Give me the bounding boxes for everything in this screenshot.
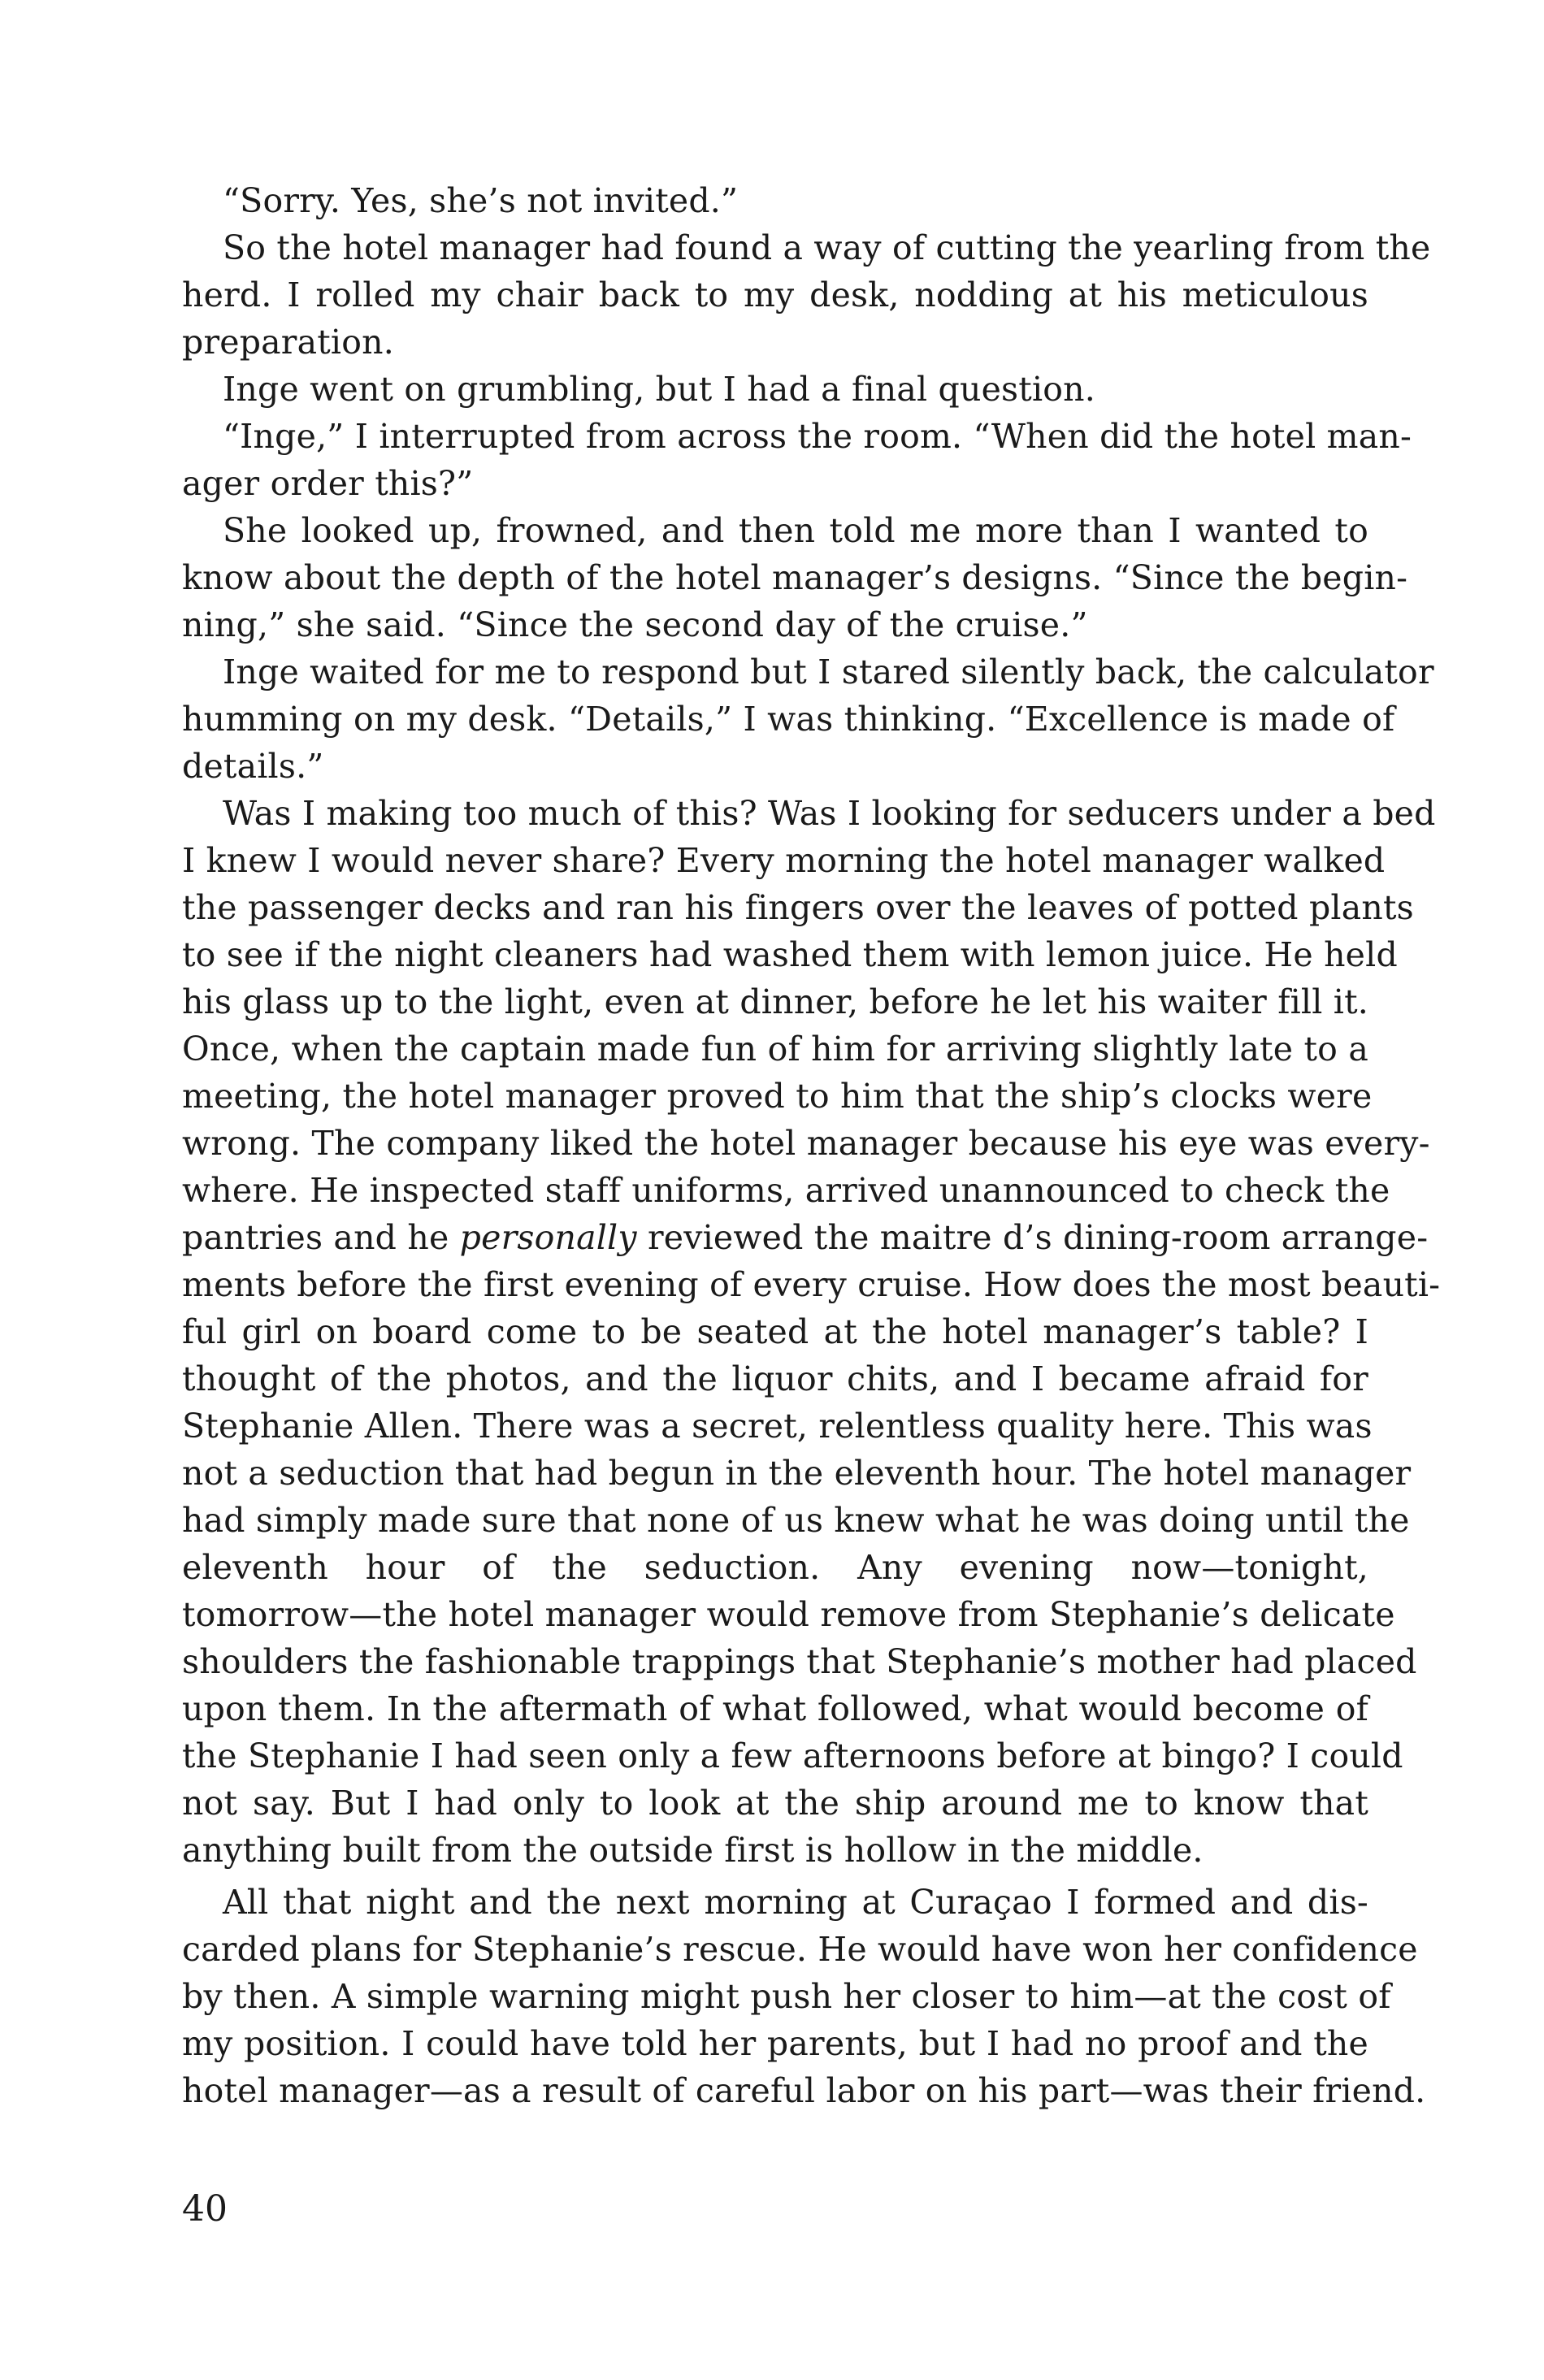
text-line: eleventh hour of the seduction. Any evening now—tonight,	[182, 1548, 1368, 1587]
text-line: carded plans for Stephanie’s rescue. He would have won her confidence	[182, 1930, 1418, 1969]
text-line: my position. I could have told her parents, but I had no proof and the	[182, 2024, 1368, 2063]
text-line: not say. But I had only to look at the ship around me to know that	[182, 1784, 1368, 1823]
text-line: anything built from the outside first is hollow in the middle.	[182, 1831, 1204, 1870]
text-line: humming on my desk. “Details,” I was thinking. “Excellence is made of	[182, 700, 1395, 739]
text-line: Stephanie Allen. There was a secret, relentless quality here. This was	[182, 1407, 1373, 1446]
text-line: tomorrow—the hotel manager would remove from Stephanie’s delicate	[182, 1595, 1395, 1634]
text-line: to see if the night cleaners had washed them with lemon juice. He held	[182, 935, 1398, 974]
text-line: Inge went on grumbling, but I had a final question.	[223, 370, 1095, 409]
text-line: shoulders the fashionable trappings that Stephanie’s mother had placed	[182, 1642, 1417, 1681]
text-line: Was I making too much of this? Was I looking for seducers under a bed	[223, 794, 1436, 833]
text-line: Inge waited for me to respond but I stared silently back, the calculator	[223, 652, 1434, 691]
text-line: ager order this?”	[182, 464, 474, 503]
text-line: his glass up to the light, even at dinner, before he let his waiter fill it.	[182, 982, 1368, 1021]
text-line: wrong. The company liked the hotel manager because his eye was every-	[182, 1124, 1430, 1163]
text-line: where. He inspected staff uniforms, arrived unannounced to check the	[182, 1171, 1390, 1210]
text-line: preparation.	[182, 323, 394, 362]
text-line: upon them. In the aftermath of what followed, what would become of	[182, 1689, 1368, 1728]
page-body	[182, 177, 1441, 2209]
emphasis: personally	[459, 1218, 637, 1257]
text-line: Once, when the captain made fun of him for arriving slightly late to a	[182, 1030, 1368, 1069]
text-line: “Inge,” I interrupted from across the room. “When did the hotel man-	[223, 417, 1412, 456]
text-line: thought of the photos, and the liquor chits, and I became afraid for	[182, 1359, 1368, 1398]
text-line: hotel manager—as a result of careful labor on his part—was their friend.	[182, 2071, 1426, 2110]
text-line: She looked up, frowned, and then told me more than I wanted to	[223, 511, 1368, 550]
text-line: All that night and the next morning at Curaçao I formed and dis-	[223, 1883, 1368, 1922]
text-line: pantries and he personally reviewed the maitre d’s dining-room arrange-	[182, 1218, 1429, 1257]
text-line: ful girl on board come to be seated at the hotel manager’s table? I	[182, 1312, 1368, 1351]
text-line: I knew I would never share? Every morning the hotel manager walked	[182, 841, 1386, 880]
text-line: by then. A simple warning might push her closer to him—at the cost of	[182, 1977, 1391, 2016]
text-line: ning,” she said. “Since the second day of the cruise.”	[182, 605, 1088, 644]
text-line: herd. I rolled my chair back to my desk, nodding at his meticulous	[182, 275, 1368, 314]
text-line: the passenger decks and ran his fingers over the leaves of potted plants	[182, 888, 1414, 927]
text-line: the Stephanie I had seen only a few afternoons before at bingo? I could	[182, 1736, 1403, 1775]
text-line: details.”	[182, 747, 324, 786]
text-line: “Sorry. Yes, she’s not invited.”	[223, 181, 739, 220]
text-line: had simply made sure that none of us knew what he was doing until the	[182, 1501, 1410, 1540]
text-line: know about the depth of the hotel manager’s designs. “Since the begin-	[182, 558, 1408, 597]
page-number: 40	[182, 2188, 228, 2230]
text-line: So the hotel manager had found a way of cutting the yearling from the	[223, 228, 1431, 267]
text-line: ments before the first evening of every cruise. How does the most beauti-	[182, 1265, 1441, 1304]
text-line: not a seduction that had begun in the eleventh hour. The hotel manager	[182, 1454, 1412, 1493]
text-line: meeting, the hotel manager proved to him that the ship’s clocks were	[182, 1077, 1373, 1116]
